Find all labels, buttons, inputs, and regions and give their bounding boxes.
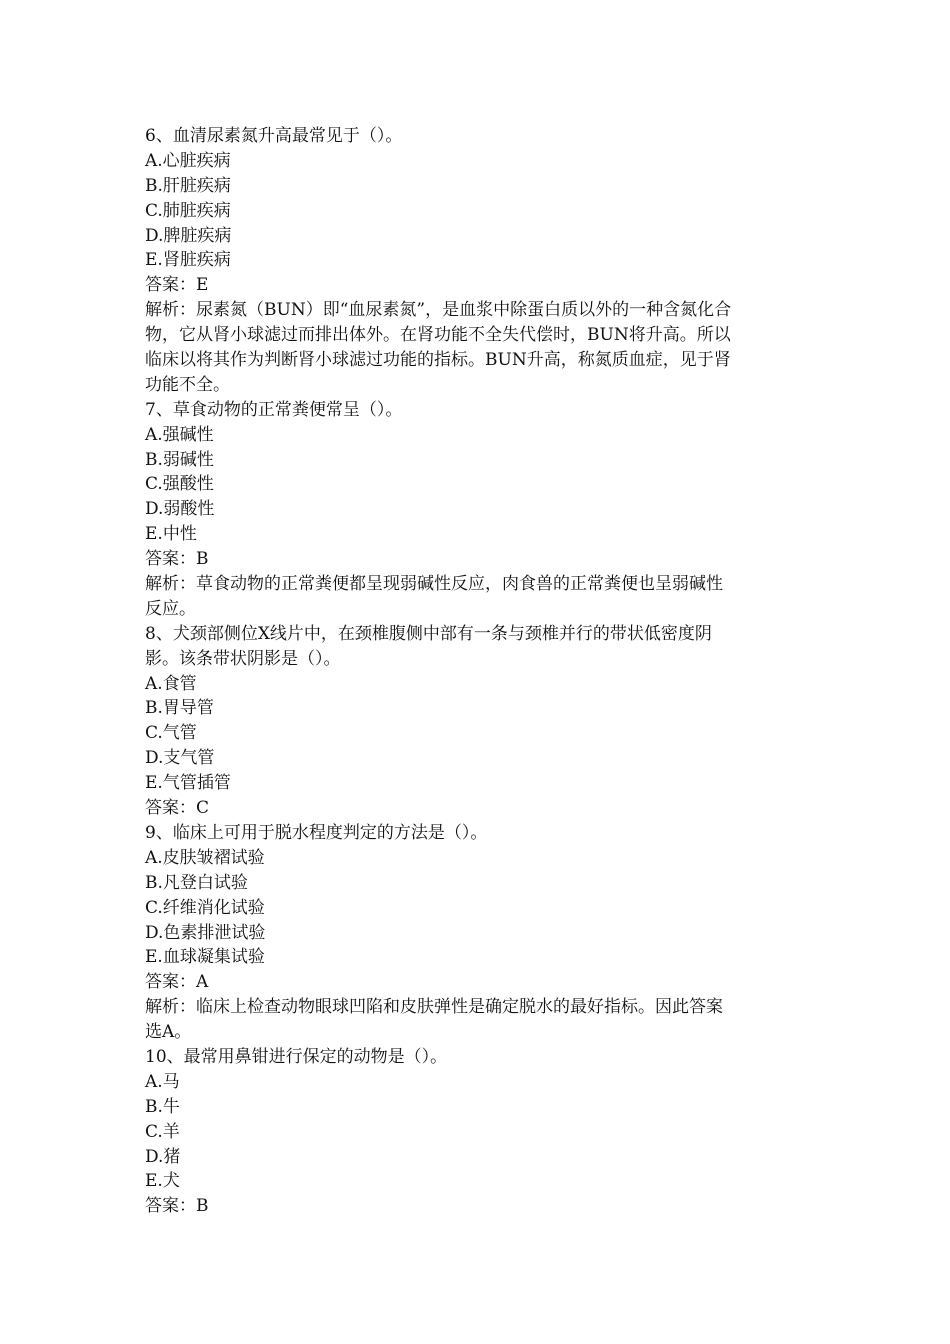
option-c: C.肺脏疾病 — [145, 200, 231, 221]
option-e: E.肾脏疾病 — [145, 250, 231, 271]
question-block — [145, 398, 810, 622]
option-a: A.强碱性 — [145, 424, 214, 445]
option-c: C.羊 — [145, 1121, 180, 1142]
option-c: C.强酸性 — [145, 474, 214, 495]
analysis-line: 反应。 — [145, 598, 196, 619]
option-e: E.血球凝集试验 — [145, 947, 265, 968]
answer-line: 答案：C — [145, 798, 210, 819]
answer-line: 答案：B — [145, 1196, 209, 1217]
question-block — [145, 821, 810, 1045]
question-stem: 6、血清尿素氮升高最常见于（）。 — [145, 126, 403, 146]
answer-line: 答案：E — [145, 275, 209, 296]
question-stem: 10、最常用鼻钳进行保定的动物是（）。 — [145, 1046, 448, 1067]
analysis-line: 解析：尿素氮（BUN）即“血尿素氮”，是血浆中除蛋白质以外的一种含氮化合 — [145, 300, 732, 321]
option-a: A.心脏疾病 — [145, 150, 231, 171]
analysis-line: 临床以将其作为判断肾小球滤过功能的指标。BUN升高，称氮质血症，见于肾 — [145, 350, 731, 371]
option-e: E.中性 — [145, 524, 197, 545]
option-b: B.弱碱性 — [145, 449, 214, 470]
option-b: B.胃导管 — [145, 698, 214, 719]
document-page — [145, 124, 810, 1219]
option-a: A.马 — [145, 1071, 180, 1092]
question-block — [145, 622, 810, 821]
answer-line: 答案：A — [145, 972, 209, 993]
question-stem: 8、犬颈部侧位X线片中，在颈椎腹侧中部有一条与颈椎并行的带状低密度阴 — [145, 623, 712, 644]
option-d: D.弱酸性 — [145, 499, 215, 520]
option-a: A.食管 — [145, 673, 197, 694]
option-d: D.色素排泄试验 — [145, 922, 266, 943]
analysis-line: 功能不全。 — [145, 374, 230, 395]
option-c: C.纤维消化试验 — [145, 897, 265, 918]
question-block — [145, 124, 810, 398]
option-e: E.气管插管 — [145, 773, 231, 794]
option-b: B.肝脏疾病 — [145, 175, 231, 196]
question-block — [145, 1045, 810, 1219]
analysis-line: 解析：草食动物的正常粪便都呈现弱碱性反应，肉食兽的正常粪便也呈弱碱性 — [145, 574, 723, 595]
option-d: D.支气管 — [145, 748, 215, 769]
option-d: D.脾脏疾病 — [145, 225, 232, 246]
answer-line: 答案：B — [145, 549, 209, 570]
option-c: C.气管 — [145, 723, 197, 744]
analysis-line: 物，它从肾小球滤过而排出体外。在肾功能不全失代偿时，BUN将升高。所以 — [145, 325, 731, 346]
analysis-line: 解析：临床上检查动物眼球凹陷和皮肤弹性是确定脱水的最好指标。因此答案 — [145, 997, 723, 1018]
question-stem: 影。该条带状阴影是（）。 — [145, 648, 341, 669]
option-b: B.牛 — [145, 1096, 180, 1117]
option-b: B.凡登白试验 — [145, 872, 248, 893]
option-a: A.皮肤皱褶试验 — [145, 847, 265, 868]
analysis-line: 选A。 — [145, 1022, 192, 1043]
option-d: D.猪 — [145, 1146, 181, 1167]
option-e: E.犬 — [145, 1171, 180, 1192]
question-stem: 7、草食动物的正常粪便常呈（）。 — [145, 399, 403, 420]
question-stem: 9、临床上可用于脱水程度判定的方法是（）。 — [145, 822, 488, 843]
